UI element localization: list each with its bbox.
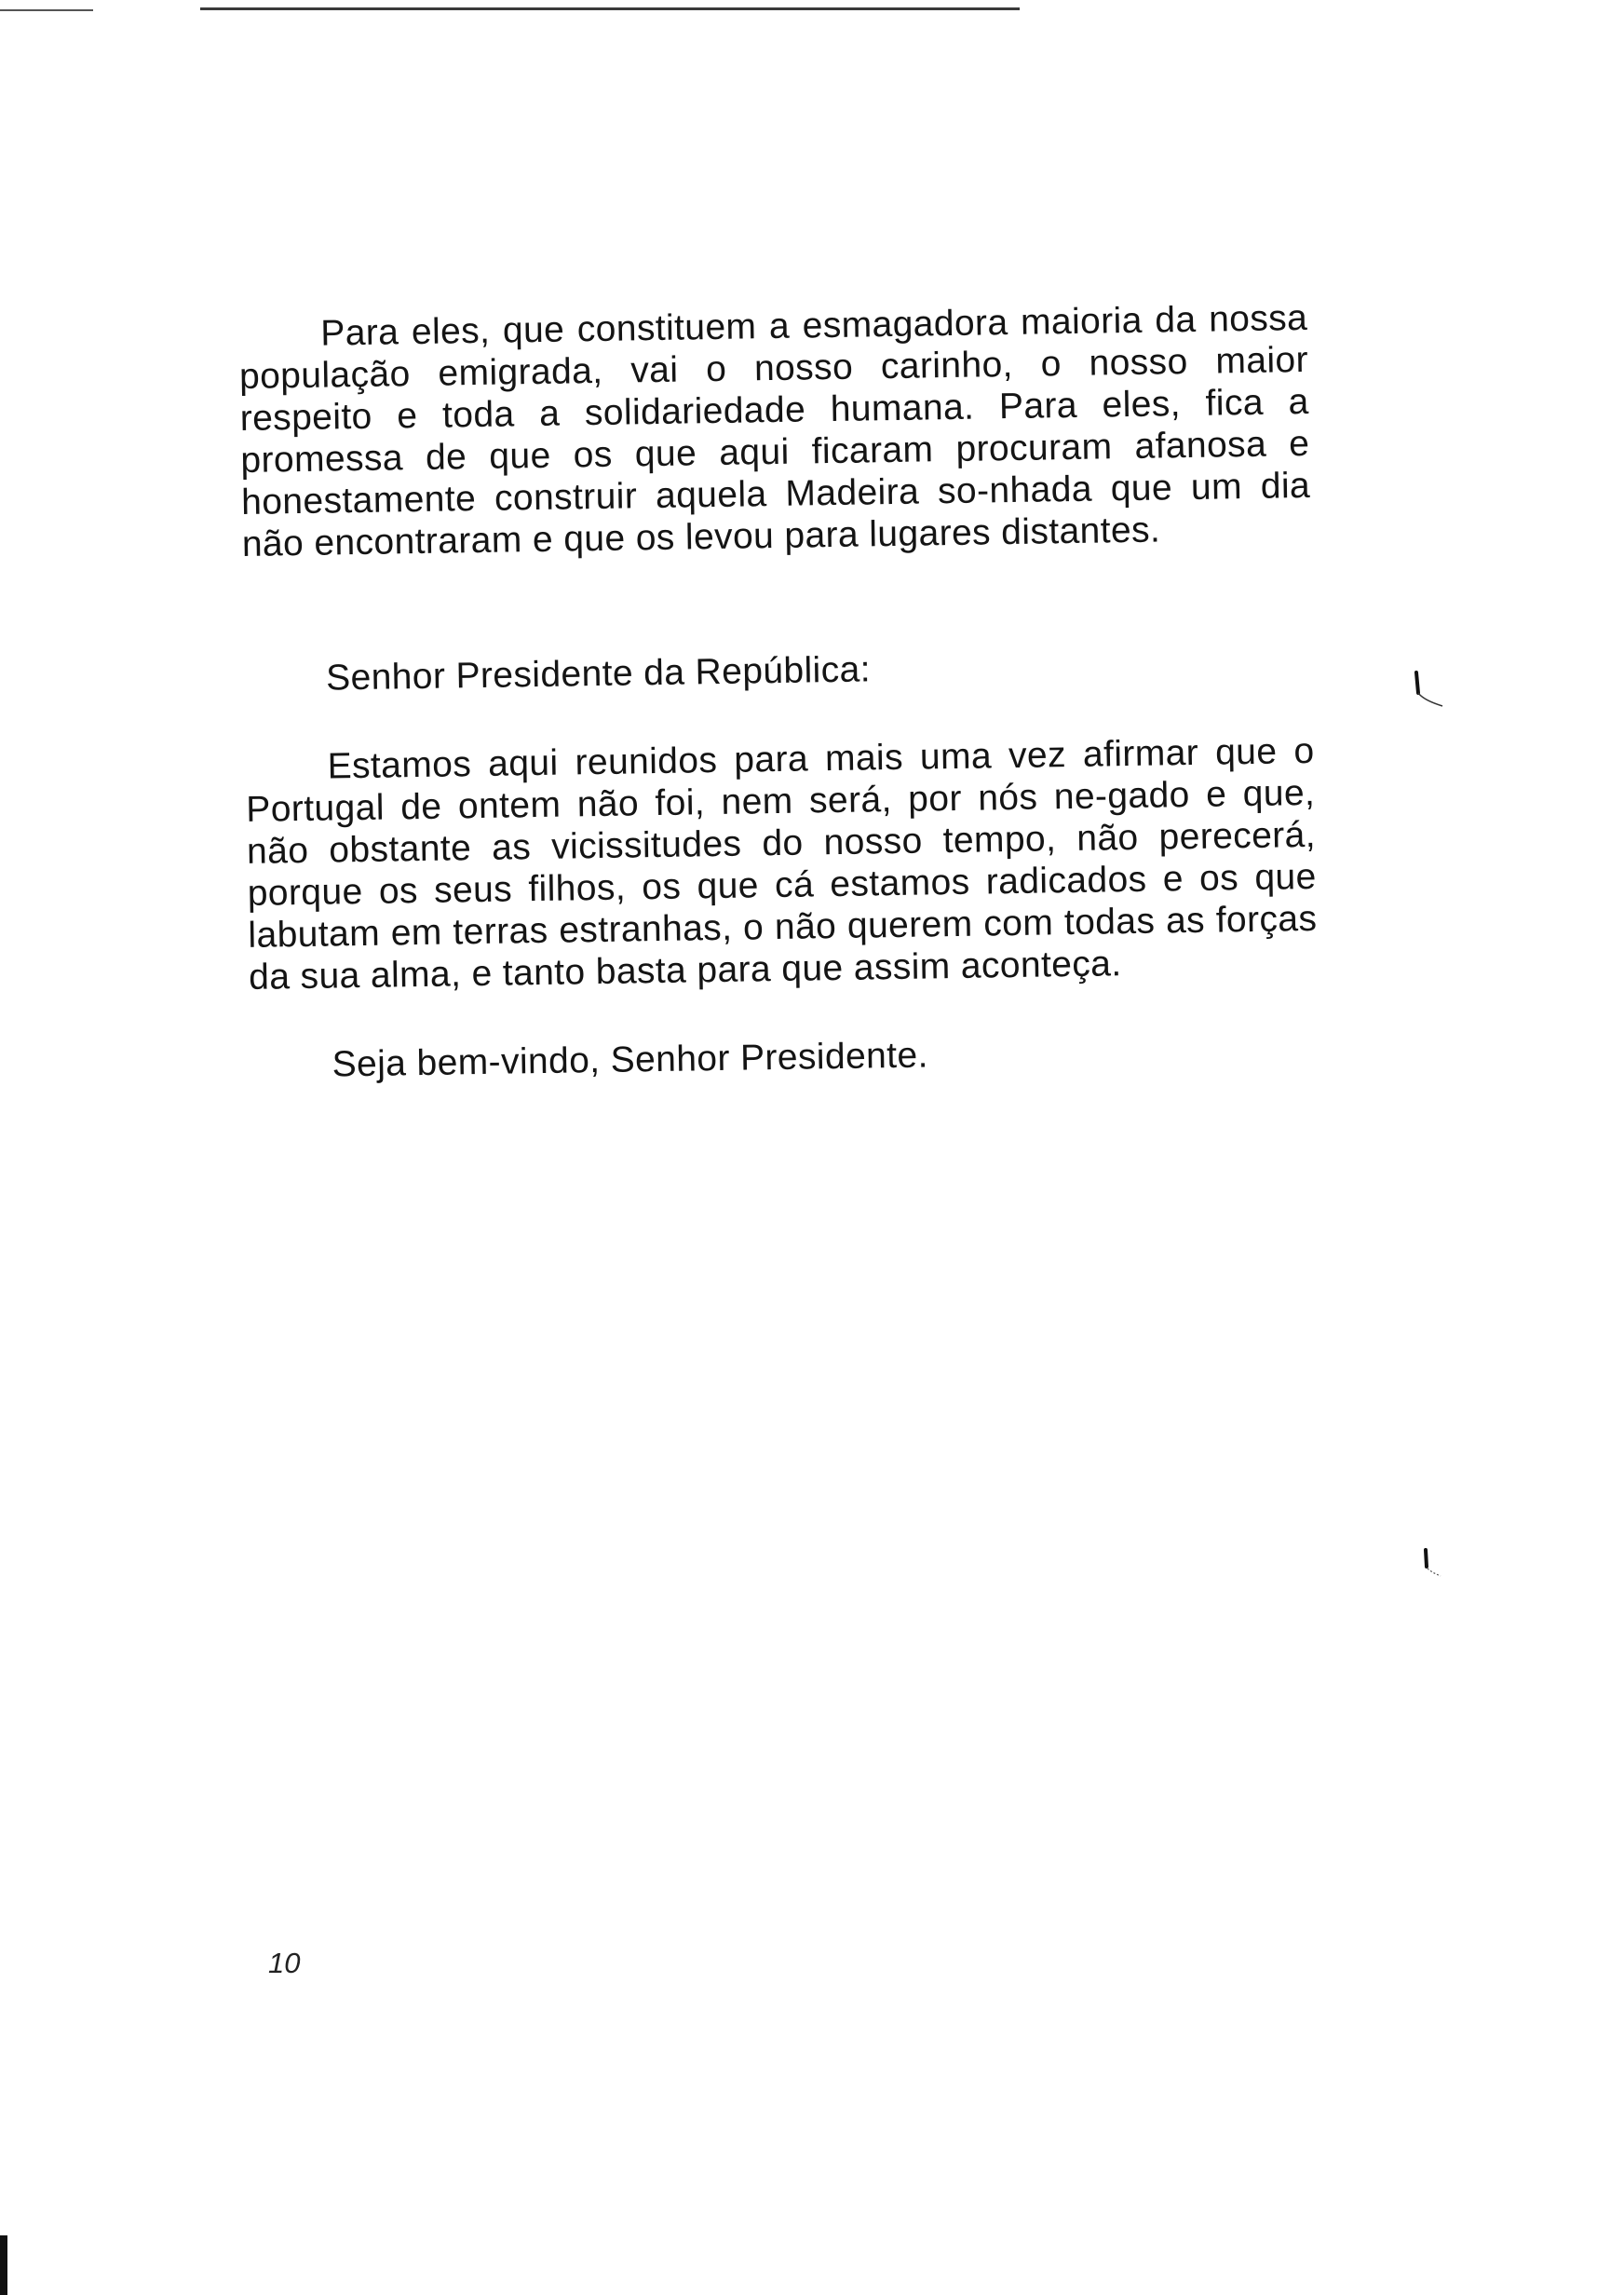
margin-mark-icon: [1420, 1546, 1448, 1583]
salutation-president: Senhor Presidente da República:: [325, 649, 872, 699]
edge-mark: [0, 2235, 7, 2295]
paragraph-emigrants: Para eles, que constituem a esmagadora maioria da nossa população emigrada, vai o nosso carinho, o nosso maior respeito e toda a solidariedade humana. Para eles, fica a promessa de que os que aqui ficaram procuram afanosa e honestamente construir aquela Madeira so-nhada que um dia não encontraram e que os levou para lugares distantes.: [238, 297, 1311, 564]
spacer: [242, 549, 1312, 659]
paragraph-affirmation: Estamos aqui reunidos para mais uma vez afirmar que o Portugal de ontem não foi, nem será, por nós ne-gado e que, não obstante as vicissitudes do nosso tempo, não perecerá, porque os seus filhos, os que cá estamos radicados e os que labutam em terras estranhas, o não querem com todas as forças da sua alma, e tanto basta para que assim aconteça.: [246, 730, 1318, 998]
margin-mark-icon: [1411, 669, 1448, 715]
top-left-rule: [0, 9, 93, 11]
page-number: 10: [268, 1947, 301, 1979]
top-rule: [200, 7, 1020, 10]
closing-welcome: Seja bem-vindo, Senhor Presidente.: [332, 1035, 929, 1085]
document-body: [238, 297, 1320, 1087]
